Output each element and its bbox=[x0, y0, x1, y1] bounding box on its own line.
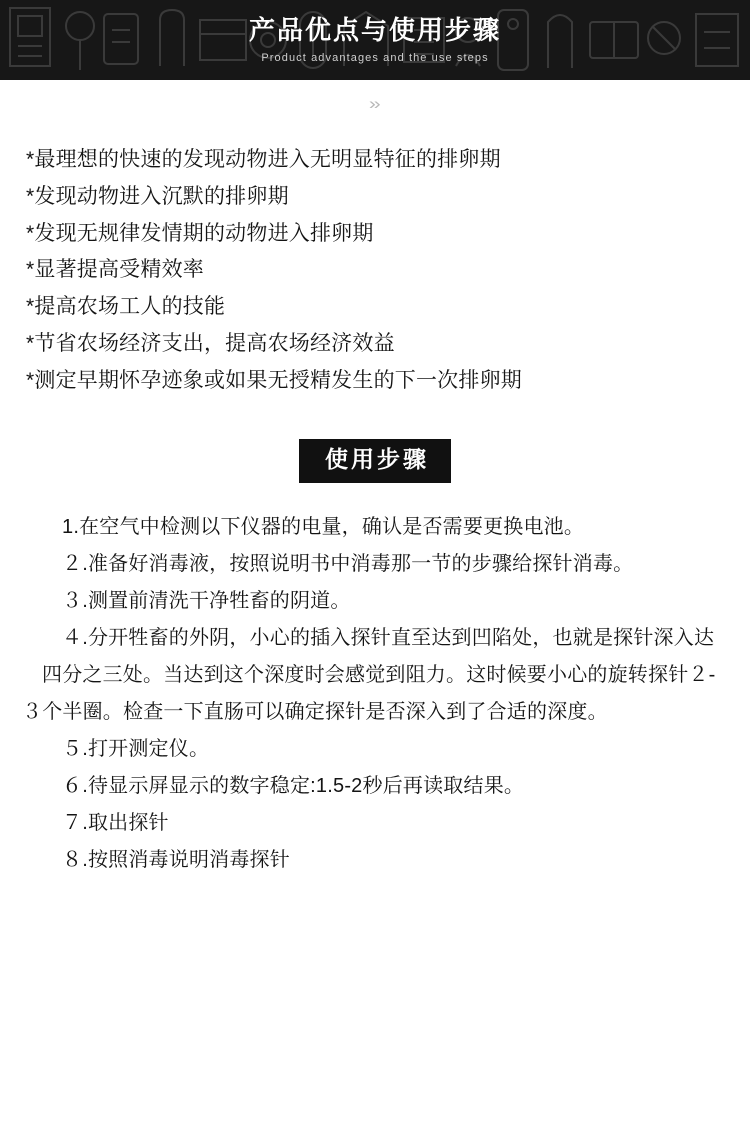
list-item: *节省农场经济支出，提高农场经济效益 bbox=[26, 331, 395, 355]
page-title: 产品优点与使用步骤 bbox=[248, 15, 501, 46]
list-item: *提高农场工人的技能 bbox=[26, 295, 226, 318]
step-paragraph: ８.按照消毒说明消毒探针 bbox=[62, 848, 290, 871]
step-paragraph: ７.取出探针 bbox=[62, 811, 169, 834]
step-paragraph: ５.打开测定仪。 bbox=[62, 737, 210, 760]
page-header-banner bbox=[0, 0, 750, 80]
section-divider bbox=[0, 80, 750, 126]
usage-steps-heading: 使用步骤 bbox=[299, 439, 451, 483]
list-item: *发现无规律发情期的动物进入排卵期 bbox=[26, 221, 374, 245]
step-paragraph: ２.准备好消毒液，按照说明书中消毒那一节的步骤给探针消毒。 bbox=[62, 552, 634, 575]
usage-steps-body bbox=[0, 509, 750, 919]
list-item: *发现动物进入沉默的排卵期 bbox=[26, 184, 289, 208]
step-paragraph: ４.分开牲畜的外阴，小心的插入探针直至达到凹陷处，也就是探针深入达 bbox=[62, 626, 715, 649]
step-paragraph: 四分之三处。当达到这个深度时会感觉到阻力。这时候要小心的旋转探针２-３个半圈。检查一下直肠可以确定探针是否深入到了合适的深度。 bbox=[22, 663, 716, 723]
list-item: *测定早期怀孕迹象或如果无授精发生的下一次排卵期 bbox=[26, 368, 522, 392]
step-paragraph: ６.待显示屏显示的数字稳定:1.5-2秒后再读取结果。 bbox=[62, 774, 525, 797]
usage-steps-heading-wrap bbox=[0, 439, 750, 483]
product-advantages-list bbox=[0, 126, 750, 399]
chevron-double-down-icon: » bbox=[369, 93, 381, 113]
list-item: *显著提高受精效率 bbox=[26, 258, 204, 282]
list-item: *最理想的快速的发现动物进入无明显特征的排卵期 bbox=[26, 148, 501, 171]
step-paragraph: ３.测置前清洗干净牲畜的阴道。 bbox=[62, 589, 351, 612]
page-subtitle: Product advantages and the use steps bbox=[261, 51, 489, 64]
step-paragraph: 1.在空气中检测以下仪器的电量，确认是否需要更换电池。 bbox=[62, 515, 585, 538]
